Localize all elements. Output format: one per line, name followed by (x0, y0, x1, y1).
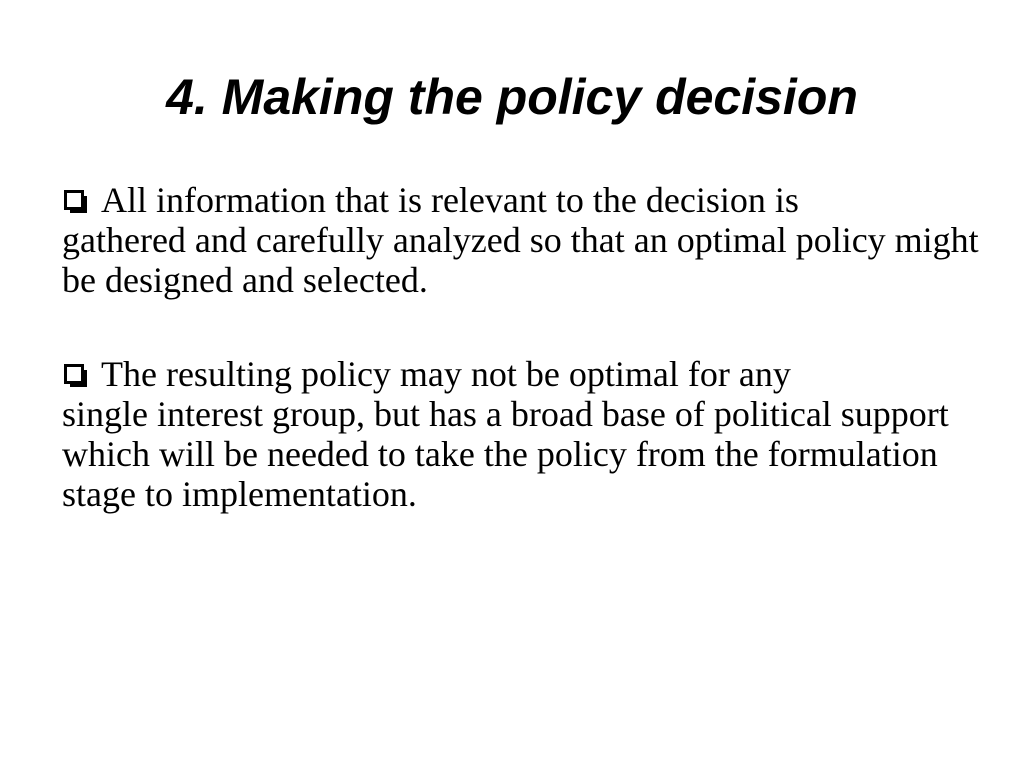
bullet-lead-text-1: All information that is relevant to the decision is (101, 180, 799, 220)
bullet-lead-2 (62, 354, 992, 394)
slide-title: 4. Making the policy decision (166, 69, 858, 125)
bullet-continuation-2: single interest group, but has a broad base of political support which will be needed to take the policy from the formulation stage to implementation. (62, 394, 949, 514)
hollow-square-bullet-icon (64, 364, 84, 384)
bullet-item-2 (62, 354, 992, 514)
bullet-lead-1 (62, 180, 992, 220)
paragraph-gap (62, 300, 992, 354)
bullet-item-1 (62, 180, 992, 300)
bullet-lead-text-2: The resulting policy may not be optimal for any (101, 354, 791, 394)
slide-body (62, 180, 992, 514)
hollow-square-bullet-icon (64, 190, 84, 210)
bullet-continuation-1: gathered and carefully analyzed so that an optimal policy might be designed and selected. (62, 220, 979, 300)
